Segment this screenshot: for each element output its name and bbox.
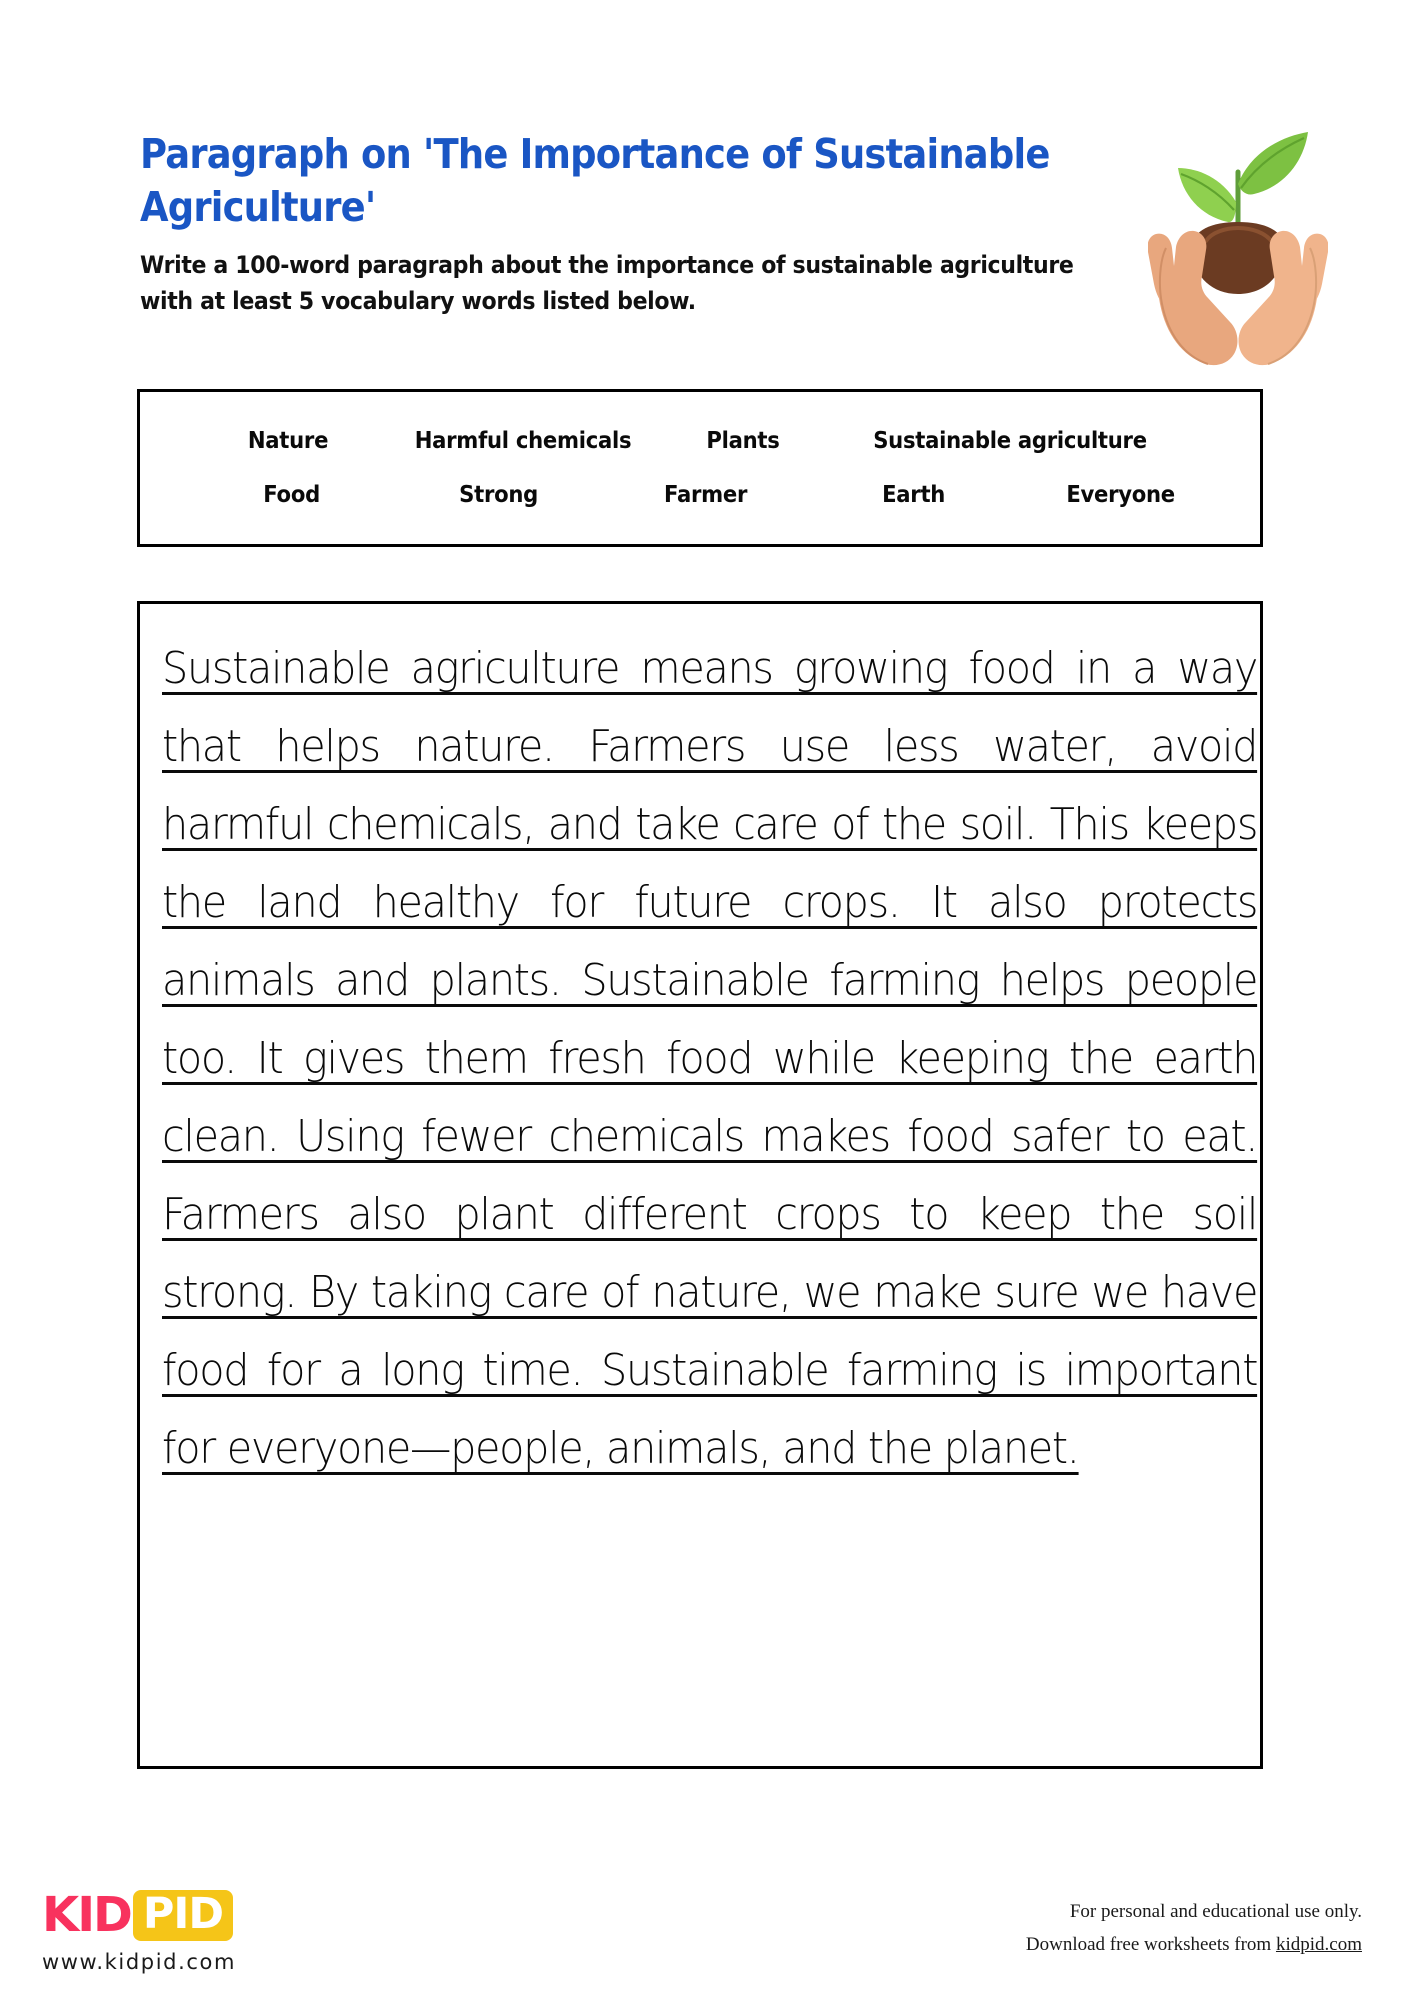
vocabulary-word: Food — [263, 482, 320, 508]
vocabulary-word: Farmer — [664, 482, 748, 508]
logo-kid-text: KID — [42, 1887, 131, 1943]
vocabulary-word: Nature — [247, 428, 329, 454]
footer-note-prefix: Download free worksheets from — [1025, 1934, 1276, 1956]
logo-url: www.kidpid.com — [42, 1950, 237, 1974]
vocabulary-box — [137, 389, 1263, 547]
footer-note-line2 — [1026, 1928, 1362, 1961]
page-title: Paragraph on 'The Importance of Sustainable Agriculture' — [140, 130, 1050, 232]
vocabulary-row — [140, 428, 1260, 454]
answer-paragraph — [162, 630, 1257, 1488]
vocabulary-word: Plants — [706, 428, 780, 454]
vocabulary-word: Strong — [459, 482, 539, 508]
instruction-text: Write a 100-word paragraph about the importance of sustainable agriculture with at least 5 vocabulary words listed below. — [140, 250, 1074, 316]
worksheet-header — [140, 128, 1180, 320]
vocabulary-word: Everyone — [1066, 482, 1175, 508]
vocabulary-row — [140, 482, 1260, 508]
logo-pid-text: PID — [133, 1890, 233, 1941]
footer-note — [1026, 1895, 1362, 1962]
kidpid-link[interactable]: kidpid.com — [1275, 1934, 1362, 1956]
kidpid-logo — [42, 1888, 372, 1974]
logo-mark — [42, 1888, 372, 1942]
answer-box[interactable] — [137, 601, 1263, 1769]
hands-holding-seedling-icon — [1148, 98, 1328, 368]
vocabulary-word: Earth — [881, 482, 945, 508]
vocabulary-word: Harmful chemicals — [414, 428, 632, 454]
footer-note-line1: For personal and educational use only. — [1069, 1901, 1362, 1922]
vocabulary-word: Sustainable agriculture — [873, 428, 1147, 454]
answer-paragraph-text: Sustainable agriculture means growing food in a way that helps nature. Farmers use less water, avoid harmful chemicals, and take care of the soil. This keeps the land healthy for future crops. It also protects animals and plants. Sustainable farming helps people too. It gives them fresh food while keeping the earth clean. Using fewer chemicals makes food safer to eat. Farmers also plant different crops to keep the soil strong. By taking care of nature, we make sure we have food for a long time. Sustainable farming is important for everyone—people, animals, and the planet. — [162, 643, 1258, 1474]
